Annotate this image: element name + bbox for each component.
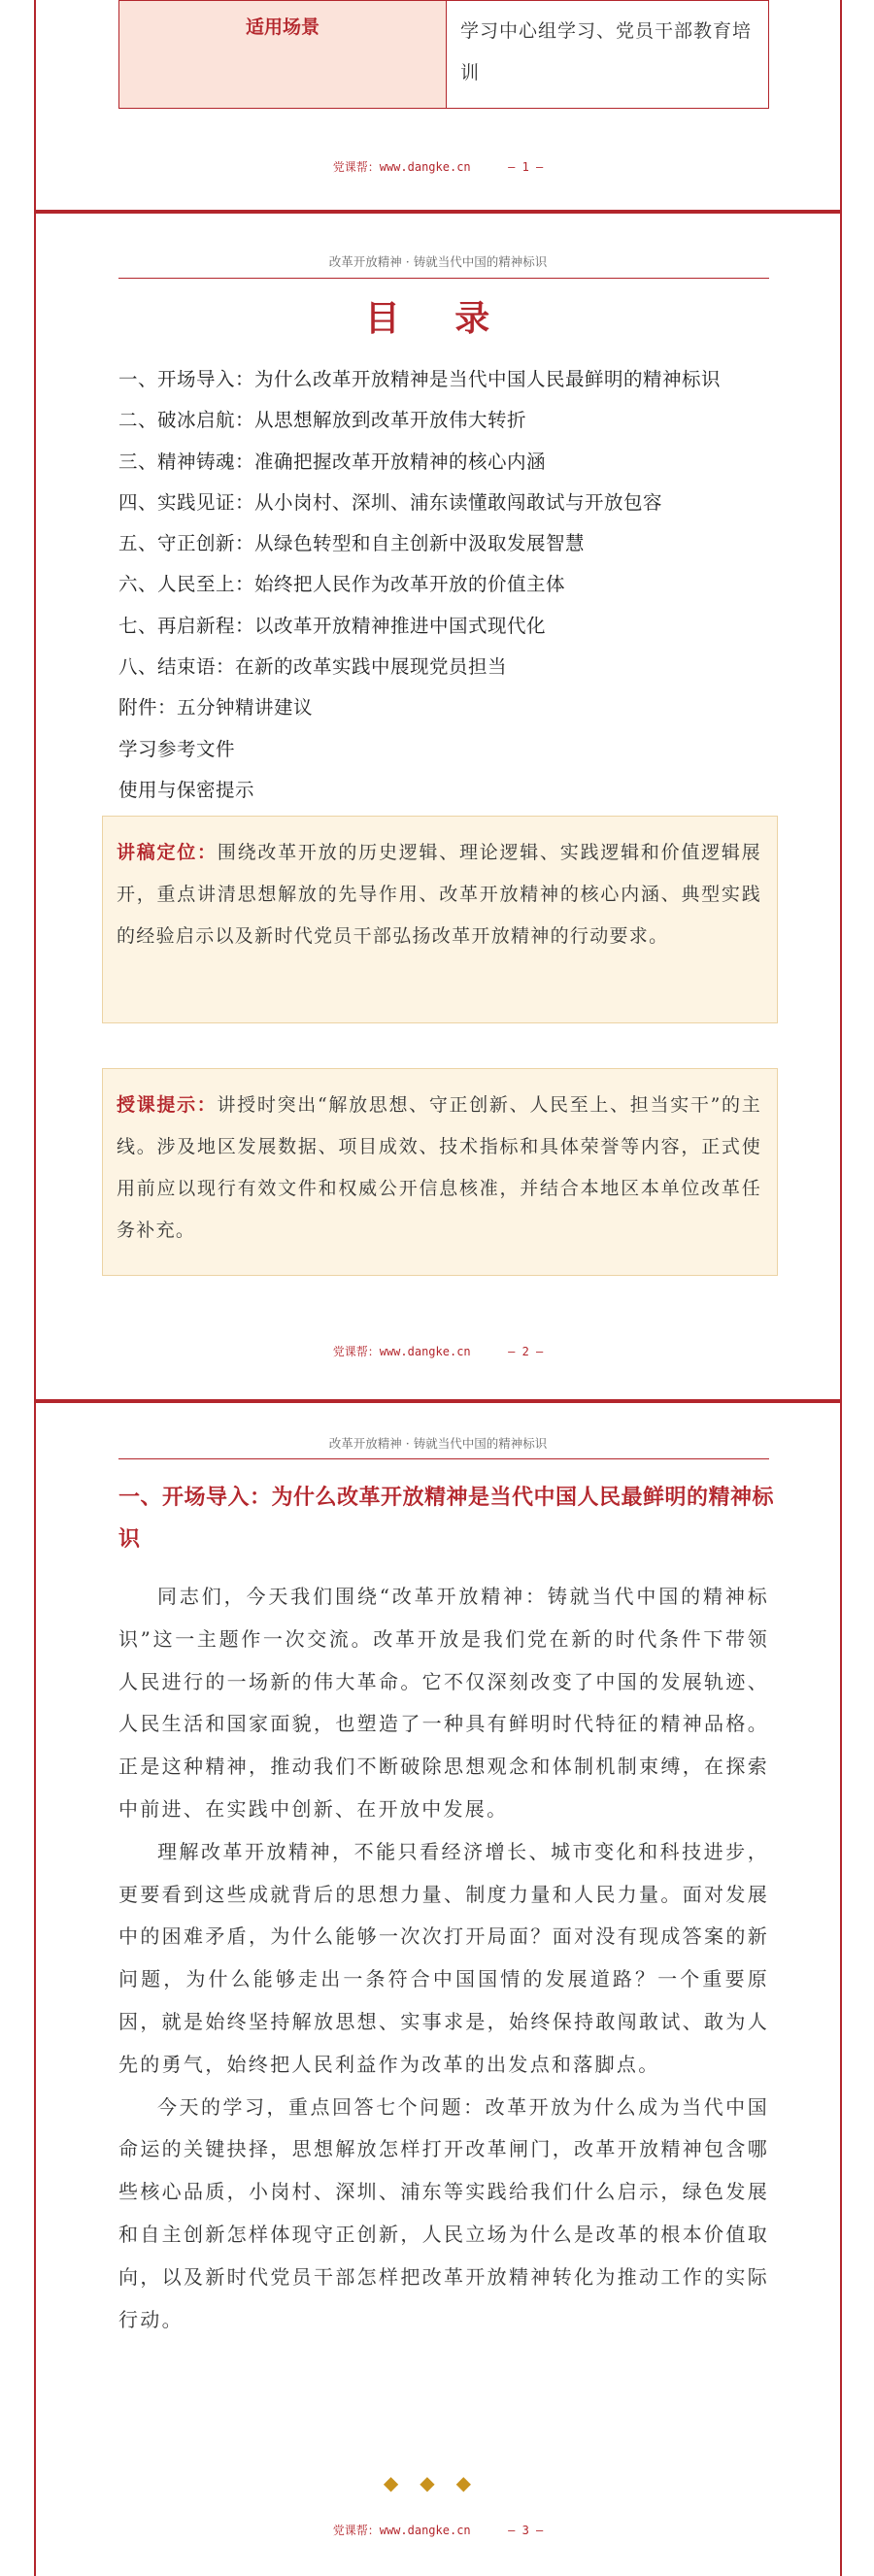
toc-item[interactable]: 附件：五分钟精讲建议 bbox=[118, 696, 314, 719]
toc-item[interactable]: 六、人民至上：始终把人民作为改革开放的价值主体 bbox=[118, 573, 566, 596]
positioning-text: 围绕改革开放的历史逻辑、理论逻辑、实践逻辑和价值逻辑展开，重点讲清思想解放的先导作用、改革开放精神的核心内涵、典型实践的经验启示以及新时代党员干部弘扬改革开放精神的行动要求。 bbox=[117, 842, 761, 947]
toc-item[interactable]: 五、守正创新：从绿色转型和自主创新中汲取发展智慧 bbox=[118, 532, 586, 555]
tips-label: 授课提示： bbox=[117, 1094, 218, 1116]
toc-item[interactable]: 七、再启新程：以改革开放精神推进中国式现代化 bbox=[118, 614, 547, 637]
page-2 bbox=[34, 214, 842, 1399]
page-3 bbox=[34, 1403, 842, 2576]
toc-item[interactable]: 四、实践见证：从小岗村、深圳、浦东读懂敢闯敢试与开放包容 bbox=[118, 490, 663, 514]
toc-item[interactable]: 八、结束语：在新的改革实践中展现党员担当 bbox=[118, 655, 508, 679]
footer-page-number: — 1 — bbox=[508, 160, 544, 174]
toc-title: 目 录 bbox=[364, 298, 512, 339]
page-footer bbox=[36, 2522, 840, 2538]
teaching-tips-note bbox=[102, 1068, 778, 1276]
running-head: 改革开放精神 · 铸就当代中国的精神标识 bbox=[328, 1436, 548, 1451]
page-1 bbox=[34, 0, 842, 210]
footer-site: 党课帮：www.dangke.cn bbox=[332, 2524, 471, 2537]
running-head-rule bbox=[118, 1458, 769, 1459]
toc-item[interactable]: 一、开场导入：为什么改革开放精神是当代中国人民最鲜明的精神标识 bbox=[118, 368, 722, 390]
positioning-label: 讲稿定位： bbox=[117, 842, 218, 863]
running-head: 改革开放精神 · 铸就当代中国的精神标识 bbox=[328, 254, 548, 269]
scene-table bbox=[118, 0, 769, 109]
footer-page-number: — 3 — bbox=[508, 2524, 544, 2537]
footer-page-number: — 2 — bbox=[508, 1345, 544, 1358]
running-head-rule bbox=[118, 278, 769, 279]
scene-label: 适用场景 bbox=[119, 1, 447, 109]
toc-item[interactable]: 学习参考文件 bbox=[118, 737, 236, 760]
section-title: 一、开场导入：为什么改革开放精神是当代中国人民最鲜明的精神标识 bbox=[118, 1485, 775, 1552]
page-footer bbox=[36, 158, 840, 175]
positioning-note bbox=[102, 816, 778, 1023]
footer-site: 党课帮：www.dangke.cn bbox=[332, 1345, 471, 1358]
toc-item[interactable]: 使用与保密提示 bbox=[118, 778, 255, 801]
toc-item[interactable]: 二、破冰启航：从思想解放到改革开放伟大转折 bbox=[118, 409, 527, 432]
toc-item[interactable]: 三、精神铸魂：准确把握改革开放精神的核心内涵 bbox=[118, 450, 547, 473]
page-footer bbox=[36, 1343, 840, 1359]
table-of-contents bbox=[118, 359, 798, 811]
tips-text: 讲授时突出“解放思想、守正创新、人民至上、担当实干”的主线。涉及地区发展数据、项目成效、技术指标和具体荣誉等内容，正式使用前应以现行有效文件和权威公开信息核准，并结合本地区本单位改革任务补充。 bbox=[117, 1094, 761, 1241]
diamond-divider: ◆◆◆ bbox=[383, 2471, 493, 2494]
footer-site: 党课帮：www.dangke.cn bbox=[332, 160, 471, 174]
paragraph: 理解改革开放精神，不能只看经济增长、城市变化和科技进步，更要看到这些成就背后的思想力量、制度力量和人民力量。面对发展中的困难矛盾，为什么能够一次次打开局面？面对没有现成答案的新问题，为什么能够走出一条符合中国国情的发展道路？一个重要原因，就是始终坚持解放思想、实事求是，始终保持敢闯敢试、敢为人先的勇气，始终把人民利益作为改革的出发点和落脚点。 bbox=[118, 1839, 769, 2076]
paragraph: 今天的学习，重点回答七个问题：改革开放为什么成为当代中国命运的关键抉择，思想解放怎样打开改革闸门，改革开放精神包含哪些核心品质，小岗村、深圳、浦东等实践给我们什么启示，绿色发展和自主创新怎样体现守正创新，人民立场为什么是改革的根本价值取向，以及新时代党员干部怎样把改革开放精神转化为推动工作的实际行动。 bbox=[118, 2094, 769, 2331]
paragraph: 同志们，今天我们围绕“改革开放精神：铸就当代中国的精神标识”这一主题作一次交流。改革开放是我们党在新的时代条件下带领人民进行的一场新的伟大革命。它不仅深刻改变了中国的发展轨迹、人民生活和国家面貌，也塑造了一种具有鲜明时代特征的精神品格。正是这种精神，推动我们不断破除思想观念和体制机制束缚，在探索中前进、在实践中创新、在开放中发展。 bbox=[118, 1585, 769, 1821]
section-body bbox=[118, 1576, 769, 2341]
scene-value: 学习中心组学习、党员干部教育培训 bbox=[447, 1, 769, 109]
